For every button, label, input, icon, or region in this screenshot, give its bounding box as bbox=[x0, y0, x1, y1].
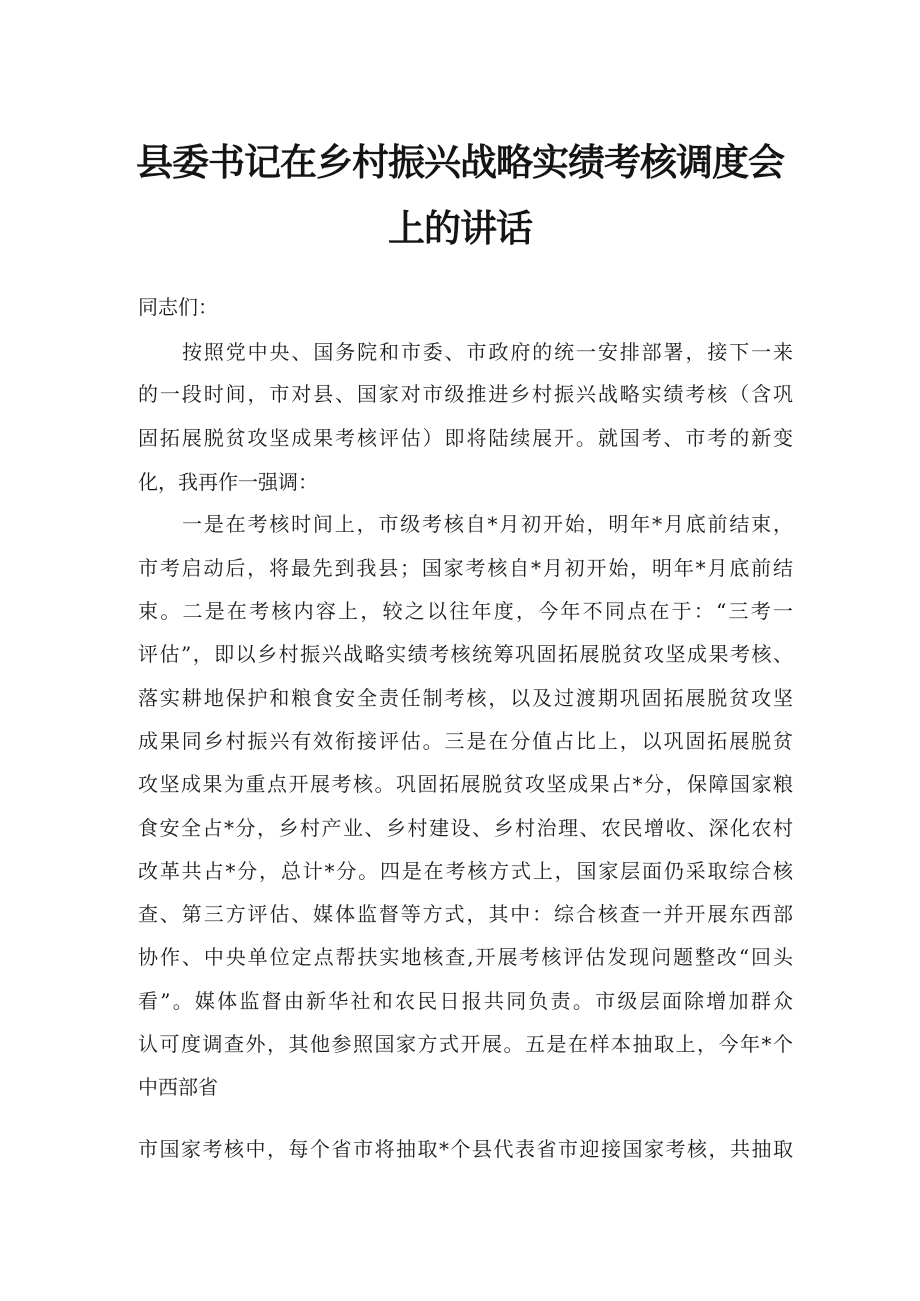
paragraph-2-line: 评估”，即以乡村振兴战略实绩考核统筹巩固拓展脱贫攻坚成果考核、 bbox=[138, 642, 793, 666]
paragraph-2-line: 攻坚成果为重点开展考核。巩固拓展脱贫攻坚成果占*分，保障国家粮 bbox=[138, 772, 793, 796]
paragraph-1-line: 化，我再作一强调： bbox=[138, 470, 318, 494]
paragraph-2-line: 认可度调查外，其他参照国家方式开展。五是在样本抽取上，今年*个 bbox=[138, 1032, 793, 1056]
paragraph-2-line: 改革共占*分，总计*分。四是在考核方式上，国家层面仍采取综合核 bbox=[138, 859, 793, 883]
paragraph-1-line: 固拓展脱贫攻坚成果考核评估）即将陆续展开。就国考、市考的新变 bbox=[138, 426, 793, 450]
paragraph-2-line: 协作、中央单位定点帮扶实地核查,开展考核评估发现问题整改“回头 bbox=[138, 945, 793, 969]
paragraph-2-line: 中西部省 bbox=[138, 1075, 218, 1099]
document-title-line-1: 县委书记在乡村振兴战略实绩考核调度会 bbox=[136, 141, 784, 184]
paragraph-1-line: 的一段时间，市对县、国家对市级推进乡村振兴战略实绩考核（含巩 bbox=[138, 382, 793, 406]
greeting: 同志们： bbox=[138, 295, 218, 319]
document-title-line-2: 上的讲话 bbox=[388, 207, 532, 250]
paragraph-2-line: 一是在考核时间上，市级考核自*月初开始，明年*月底前结束， bbox=[182, 512, 793, 536]
paragraph-2-line: 查、第三方评估、媒体监督等方式，其中：综合核查一并开展东西部 bbox=[138, 902, 793, 926]
paragraph-2-line: 落实耕地保护和粮食安全责任制考核，以及过渡期巩固拓展脱贫攻坚 bbox=[138, 686, 793, 710]
paragraph-2-line: 成果同乡村振兴有效衔接评估。三是在分值占比上，以巩固拓展脱贫 bbox=[138, 729, 793, 753]
paragraph-2-line: 市考启动后，将最先到我县；国家考核自*月初开始，明年*月底前结 bbox=[138, 556, 793, 580]
paragraph-3-line: 市国家考核中，每个省市将抽取*个县代表省市迎接国家考核，共抽取 bbox=[138, 1137, 793, 1161]
paragraph-1-line: 按照党中央、国务院和市委、市政府的统一安排部署，接下一来 bbox=[182, 340, 793, 364]
paragraph-2-line: 束。二是在考核内容上，较之以往年度，今年不同点在于：“三考一 bbox=[138, 599, 793, 623]
paragraph-2-line: 看”。媒体监督由新华社和农民日报共同负责。市级层面除增加群众 bbox=[138, 989, 793, 1013]
paragraph-2-line: 食安全占*分，乡村产业、乡村建设、乡村治理、农民增收、深化农村 bbox=[138, 816, 793, 840]
